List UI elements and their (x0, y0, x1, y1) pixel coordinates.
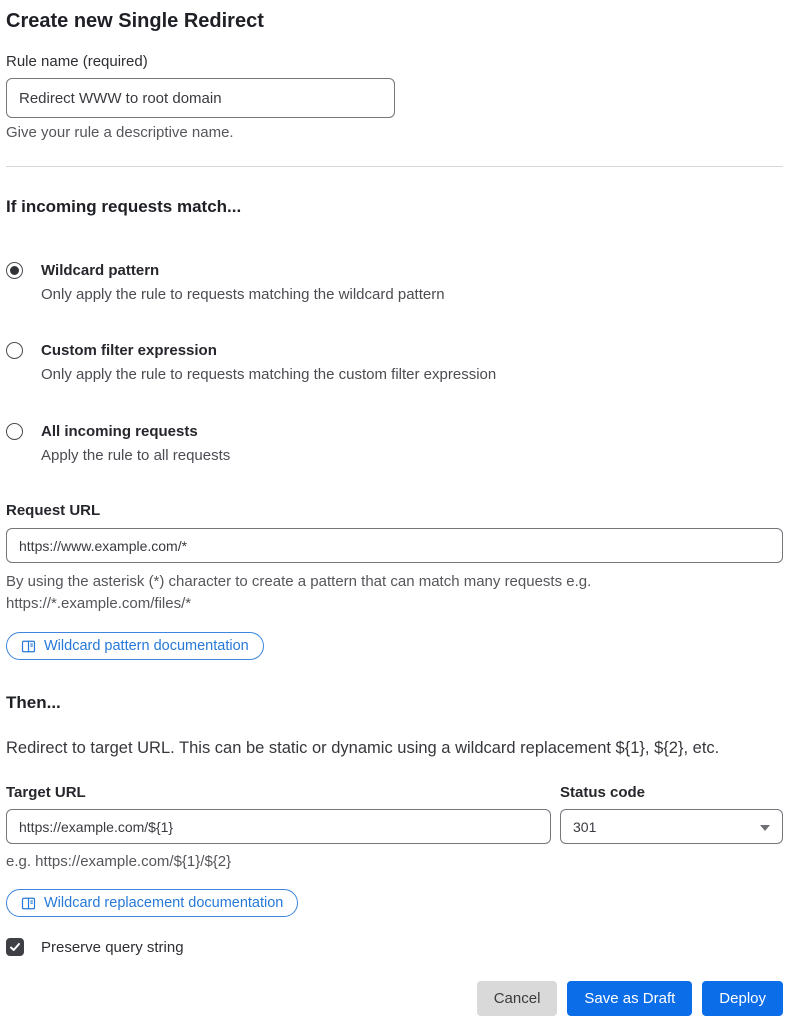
radio-option-wildcard-pattern[interactable] (6, 261, 783, 304)
cancel-button[interactable]: Cancel (477, 981, 558, 1016)
radio-option-description: Only apply the rule to requests matching the custom filter expression (41, 366, 497, 383)
target-url-help: e.g. https://example.com/${1}/${2} (6, 853, 232, 870)
status-code-value: 301 (573, 818, 597, 835)
request-url-help-line1: By using the asterisk (*) character to create a pattern that can match many requests e.g. (6, 573, 592, 590)
radio-option-all-requests[interactable] (6, 422, 783, 465)
target-url-label: Target URL (6, 784, 86, 801)
chevron-down-icon (760, 825, 770, 831)
section-divider (6, 166, 783, 167)
book-icon (21, 639, 36, 654)
rule-name-help: Give your rule a descriptive name. (6, 124, 234, 141)
radio-option-custom-filter[interactable] (6, 341, 783, 384)
doc-button-label: Wildcard pattern documentation (44, 638, 249, 654)
then-section-heading: Then... (6, 693, 61, 712)
request-url-input[interactable] (6, 528, 783, 563)
wildcard-pattern-doc-button[interactable] (6, 632, 264, 660)
deploy-button[interactable]: Deploy (702, 981, 783, 1016)
then-section-description: Redirect to target URL. This can be static or dynamic using a wildcard replacement ${1}, ${2}, etc. (6, 739, 720, 757)
preserve-query-checkbox[interactable] (6, 938, 24, 956)
save-as-draft-button[interactable]: Save as Draft (567, 981, 692, 1016)
doc-button-label: Wildcard replacement documentation (44, 895, 284, 911)
checkmark-icon (9, 941, 21, 953)
rule-name-input[interactable] (6, 78, 395, 118)
status-code-label: Status code (560, 784, 646, 801)
radio-option-label: Custom filter expression (41, 342, 217, 359)
radio-option-description: Apply the rule to all requests (41, 447, 231, 464)
match-section-heading: If incoming requests match... (6, 197, 242, 216)
page-title: Create new Single Redirect (6, 10, 264, 32)
radio-option-label: All incoming requests (41, 423, 198, 440)
radio-button-icon[interactable] (6, 342, 23, 359)
radio-button-icon[interactable] (6, 423, 23, 440)
preserve-query-label: Preserve query string (41, 938, 184, 956)
preserve-query-row[interactable] (6, 938, 783, 956)
book-icon (21, 896, 36, 911)
request-url-help-line2: https://*.example.com/files/* (6, 595, 192, 612)
wildcard-replacement-doc-button[interactable] (6, 889, 298, 917)
radio-option-label: Wildcard pattern (41, 262, 160, 279)
rule-name-label: Rule name (required) (6, 53, 148, 70)
target-url-input[interactable] (6, 809, 551, 844)
radio-option-description: Only apply the rule to requests matching the wildcard pattern (41, 286, 445, 303)
radio-button-icon[interactable] (6, 262, 23, 279)
form-footer (6, 981, 783, 1016)
request-url-label: Request URL (6, 502, 101, 519)
status-code-select[interactable] (560, 809, 783, 844)
